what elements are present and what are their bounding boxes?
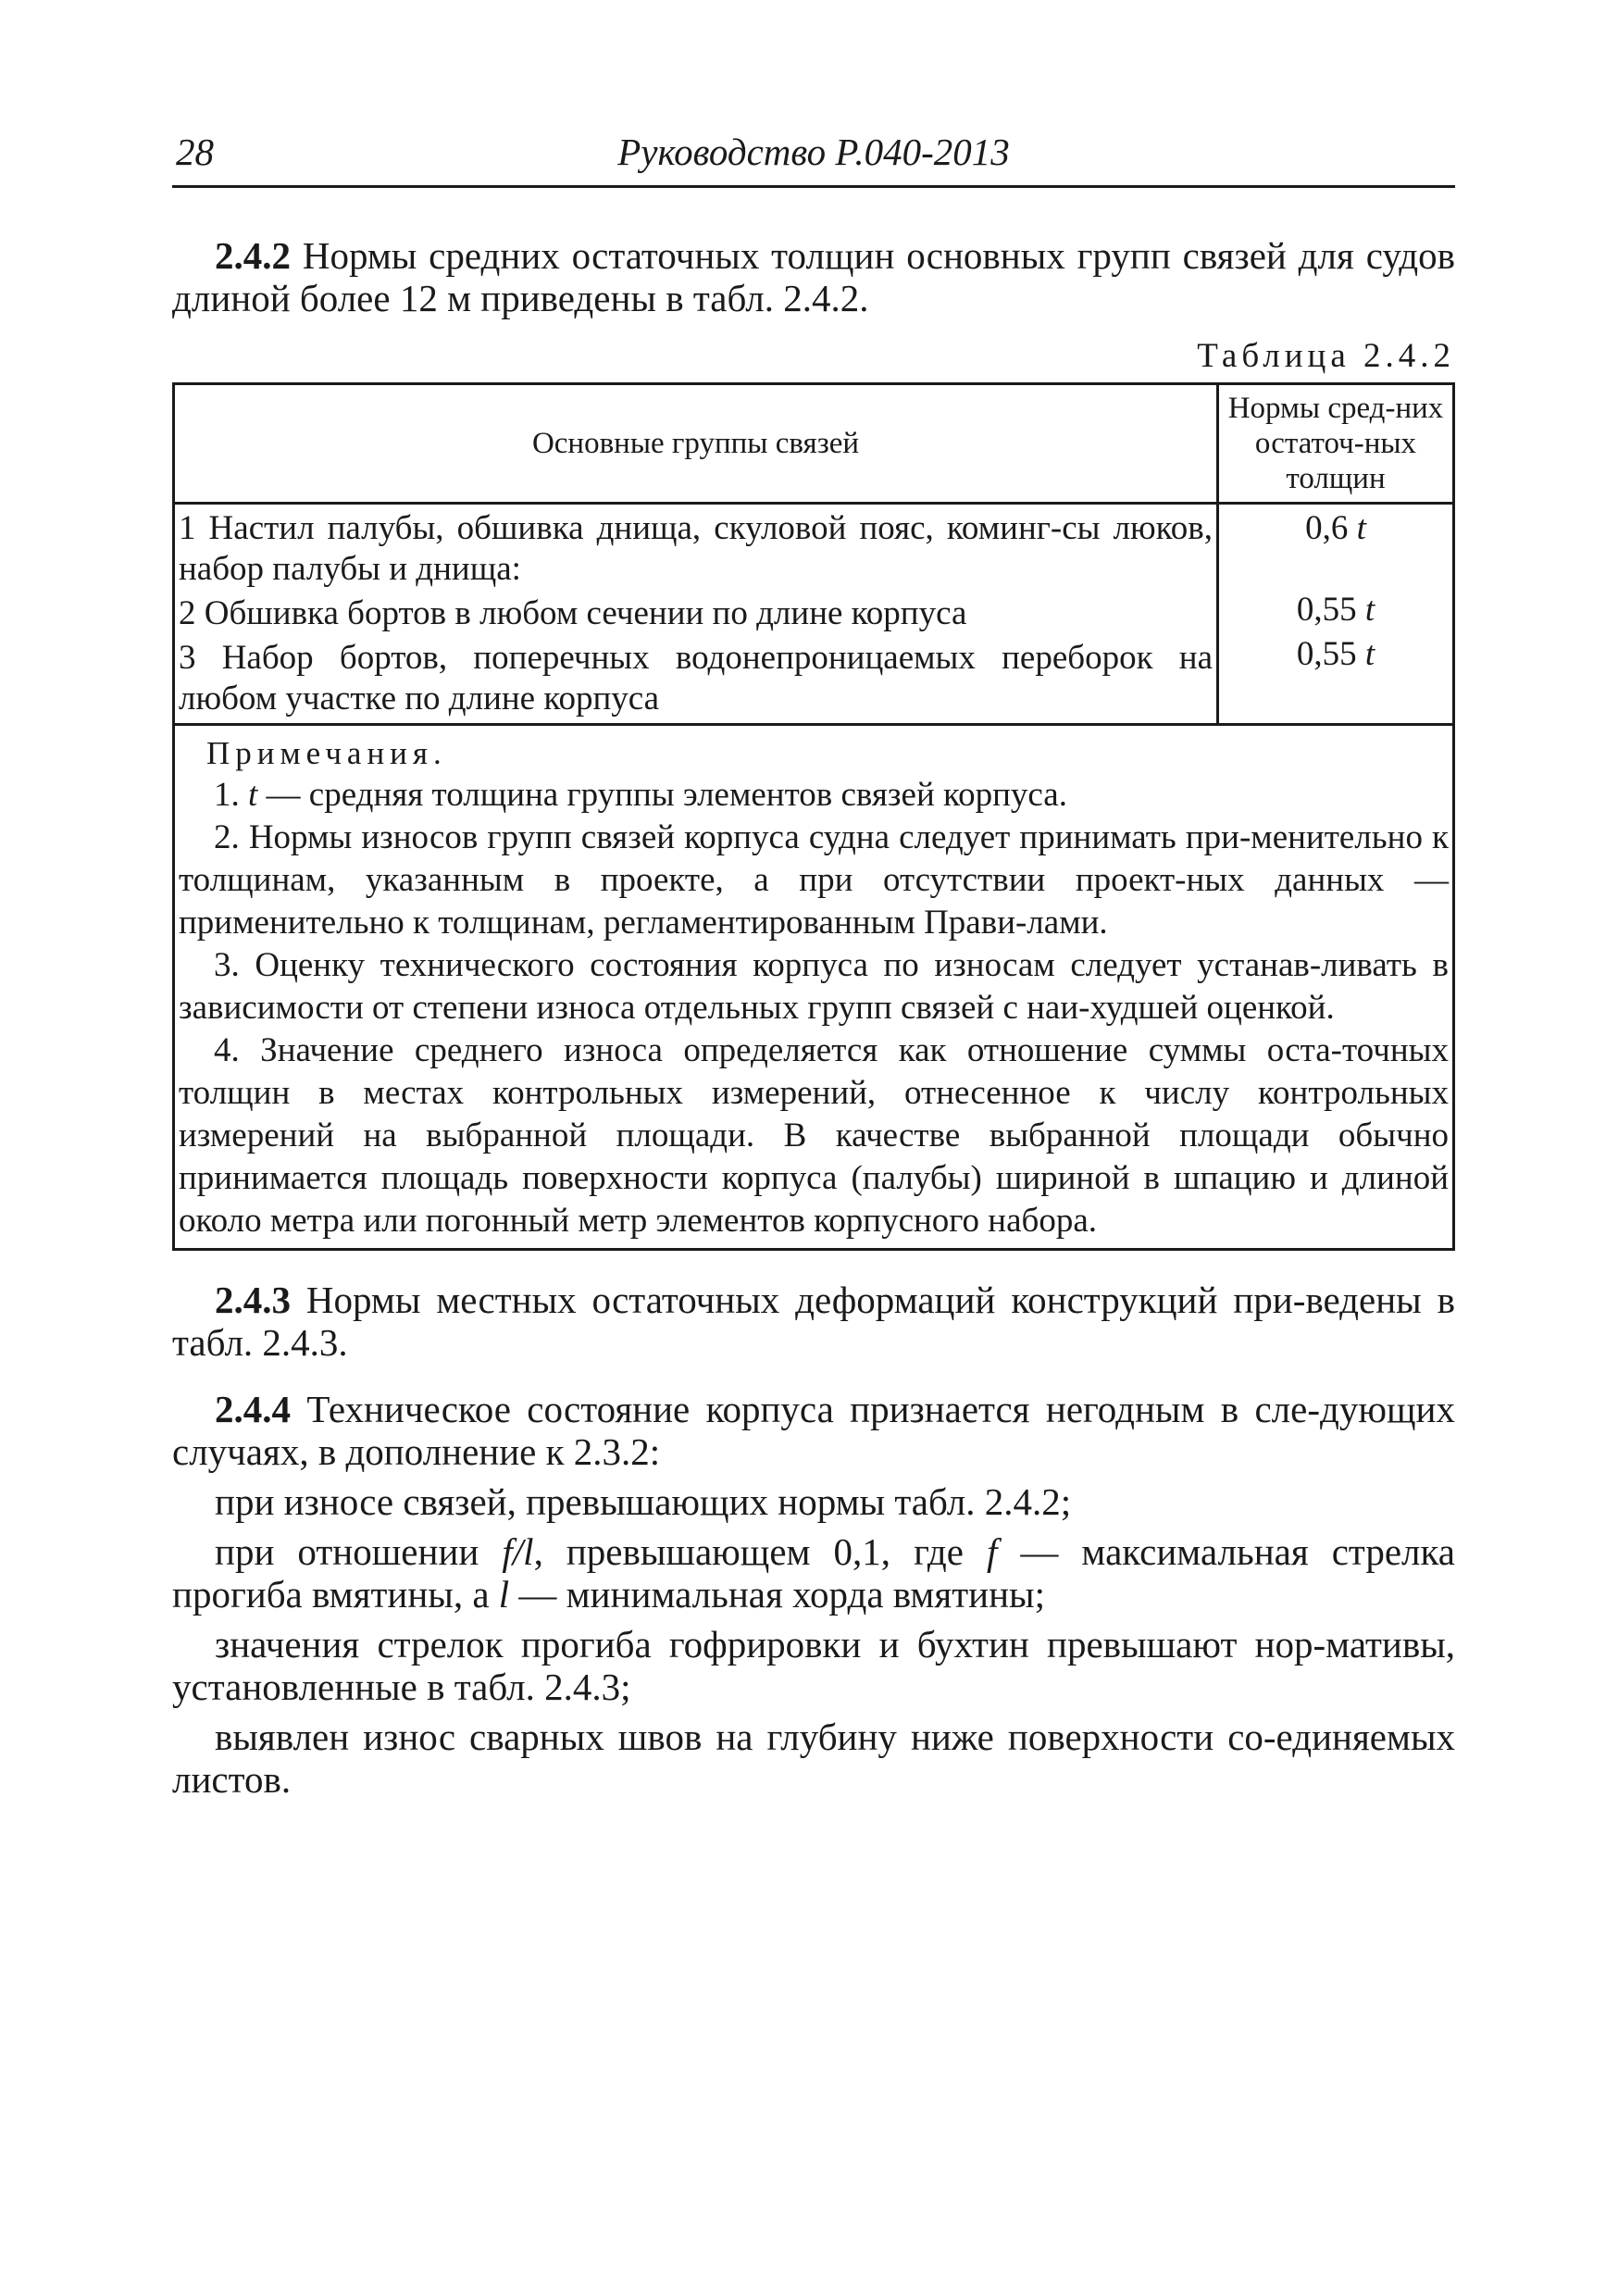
- groups-cell: [174, 504, 1218, 725]
- paragraph-2-4-3: [172, 1279, 1455, 1364]
- table-row-1-text: 1 Настил палубы, обшивка днища, скуловой пояс, коминг-сы люков, набор палубы и днища:: [179, 509, 1213, 588]
- section-number: 2.4.3: [215, 1279, 291, 1321]
- note-1: [179, 774, 1449, 817]
- paragraph-2-4-4: [172, 1388, 1455, 1473]
- note-2: 2. Нормы износов групп связей корпуса судна следует принимать при-менительно к толщинам, указанным в проекте, а при отсутствии проект-ных данных — применительно к толщинам, регламентированным Прави-лами.: [179, 818, 1449, 942]
- notes-cell: [174, 725, 1454, 1250]
- paragraph-2-4-2: [172, 234, 1455, 319]
- condition-text: , превышающем 0,1, где: [533, 1530, 987, 1573]
- table-row-2-text: 2 Обшивка бортов в любом сечении по длине корпуса: [179, 594, 967, 632]
- condition-text: при отношении: [215, 1530, 503, 1573]
- value-number: 0,6: [1305, 509, 1349, 547]
- condition-4: выявлен износ сварных швов на глубину ниже поверхности со-единяемых листов.: [172, 1716, 1455, 1801]
- section-number: 2.4.4: [215, 1388, 291, 1430]
- notes-title: Примечания.: [206, 735, 447, 771]
- table-row-2-value: [1219, 590, 1452, 634]
- table-row-1-value: [1219, 508, 1452, 590]
- note-variable: t: [248, 776, 258, 814]
- note-text: — средняя толщина группы элементов связей корпуса.: [257, 776, 1067, 814]
- table-row-3-value: [1219, 634, 1452, 675]
- paragraph-text: Нормы средних остаточных толщин основных групп связей для судов длиной более 12 м приведены в табл. 2.4.2.: [172, 234, 1455, 319]
- section-number: 2.4.2: [215, 234, 291, 277]
- table-body-row: [174, 504, 1454, 725]
- paragraph-text: Нормы местных остаточных деформаций конструкций при-ведены в табл. 2.4.3.: [172, 1279, 1455, 1364]
- note-4: 4. Значение среднего износа определяется как отношение суммы оста-точных толщин в местах контрольных измерений, отнесенное к числу контрольных измерений на выбранной площади. В качестве выбранной площади обычно принимается площадь поверхности корпуса (палубы) шириной в шпацию и длиной около метра или погонный метр элементов корпусного набора.: [179, 1031, 1449, 1240]
- paragraph-text: Техническое состояние корпуса признается негодным в сле-дующих случаях, в дополнение к 2.3.2:: [172, 1388, 1455, 1473]
- condition-1: при износе связей, превышающих нормы табл. 2.4.2;: [215, 1480, 1072, 1523]
- page-number: 28: [176, 131, 214, 173]
- running-title: Руководство Р.040-2013: [617, 131, 1010, 173]
- header-rule: [172, 185, 1455, 188]
- column-header-groups: Основные группы связей: [174, 384, 1218, 504]
- document-page: [172, 130, 1455, 1801]
- condition-text: — минимальная хорда вмятины;: [509, 1573, 1045, 1616]
- table-notes-row: [174, 725, 1454, 1250]
- value-variable: t: [1356, 509, 1366, 547]
- note-3: 3. Оценку технического состояния корпуса по износам следует устанав-ливать в зависимости от степени износа отдельных групп связей с наи-худшей оценкой.: [179, 946, 1449, 1027]
- column-header-norms: Нормы сред-них остаточ-ных толщин: [1218, 384, 1454, 504]
- condition-3: значения стрелок прогиба гофрировки и бухтин превышают нор-мативы, установленные в табл. 2.4.3;: [172, 1623, 1455, 1708]
- value-variable: t: [1364, 635, 1375, 673]
- note-prefix: 1.: [214, 776, 248, 814]
- condition-text: — максимальная стрелка прогиба вмятины, а: [172, 1530, 1455, 1616]
- variable-f: f: [986, 1530, 998, 1573]
- variable-l: l: [498, 1573, 510, 1616]
- running-head: [172, 130, 1455, 178]
- value-variable: t: [1364, 591, 1375, 629]
- variable-f-over-l: f/l: [502, 1530, 534, 1573]
- norms-cell: [1218, 504, 1454, 725]
- table-row-3-text: 3 Набор бортов, поперечных водонепроницаемых переборок на любом участке по длине корпуса: [179, 639, 1213, 718]
- norms-table: [172, 382, 1455, 1251]
- condition-2: [172, 1530, 1455, 1616]
- table-header-row: [174, 384, 1454, 504]
- table-caption: Таблица 2.4.2: [1197, 337, 1455, 375]
- value-number: 0,55: [1296, 635, 1357, 673]
- value-number: 0,55: [1296, 591, 1357, 629]
